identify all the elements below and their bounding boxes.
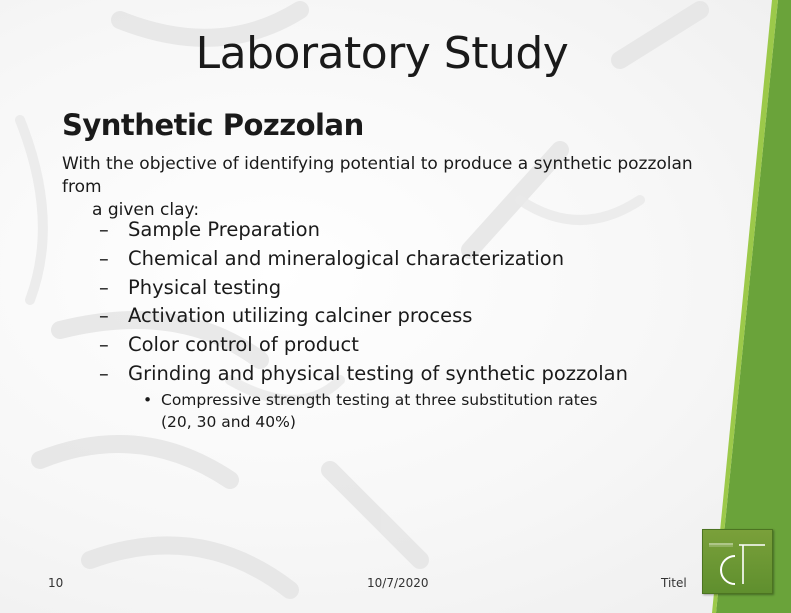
- slide-number: 10: [48, 576, 64, 590]
- sub-bullet: [143, 389, 643, 433]
- company-logo: [702, 529, 773, 594]
- dash-bullet: –: [99, 304, 109, 328]
- list-item: [99, 360, 628, 389]
- list-item: [99, 274, 628, 303]
- footer-title: Titel: [661, 576, 687, 590]
- sub-bullet-line-1: Compressive strength testing at three substitution rates: [161, 391, 598, 409]
- list-item-text: Sample Preparation: [128, 218, 320, 241]
- intro-paragraph: [62, 153, 722, 222]
- logo-ct-icon: [703, 530, 772, 593]
- list-item-text: Color control of product: [128, 333, 359, 357]
- list-item: [99, 302, 628, 331]
- dash-bullet: –: [99, 246, 109, 270]
- dash-bullet: –: [99, 333, 109, 357]
- slide-subtitle: Synthetic Pozzolan: [62, 108, 364, 142]
- list-item-text: Grinding and physical testing of synthetic pozzolan: [128, 361, 628, 385]
- list-item-text: Activation utilizing calciner process: [128, 304, 473, 328]
- dash-bullet: –: [99, 218, 109, 241]
- dash-bullet: –: [99, 361, 109, 385]
- sub-bullet-line-2: (20, 30 and 40%): [161, 413, 296, 431]
- dash-bullet: –: [99, 275, 109, 299]
- round-bullet: •: [143, 391, 153, 409]
- list-item: [99, 331, 628, 360]
- intro-line-2: a given clay:: [92, 200, 200, 220]
- bullet-list: [99, 216, 628, 389]
- list-item-text: Chemical and mineralogical characterization: [128, 246, 565, 270]
- footer-date: 10/7/2020: [367, 576, 429, 590]
- list-item: [99, 245, 628, 274]
- list-item-text: Physical testing: [128, 275, 282, 299]
- list-item: [99, 216, 628, 245]
- slide-title: Laboratory Study: [195, 28, 569, 79]
- intro-line-1: With the objective of identifying potential to produce a synthetic pozzolan from: [62, 154, 693, 197]
